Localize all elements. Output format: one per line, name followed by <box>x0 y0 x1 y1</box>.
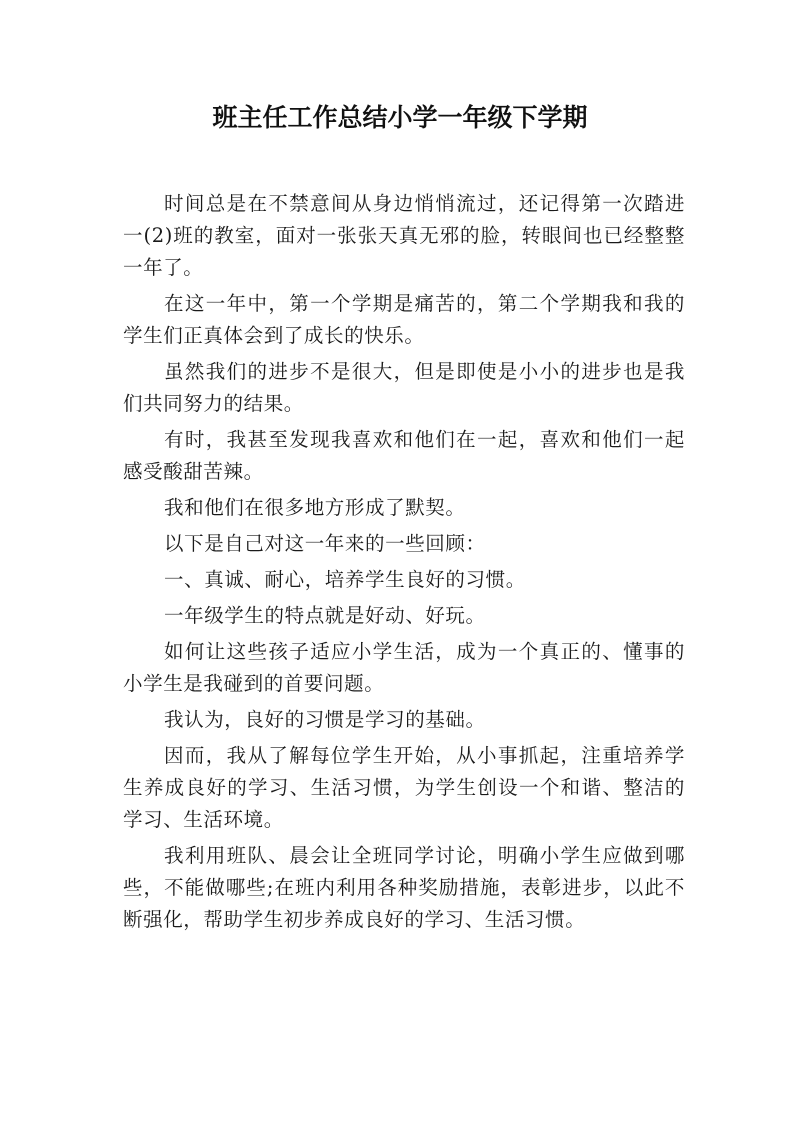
paragraph: 有时，我甚至发现我喜欢和他们在一起，喜欢和他们一起感受酸甜苦辣。 <box>123 428 685 483</box>
document-body <box>123 188 685 940</box>
paragraph: 以下是自己对这一年来的一些回顾： <box>164 532 486 555</box>
paragraph: 我和他们在很多地方形成了默契。 <box>164 496 466 519</box>
paragraph: 在这一年中，第一个学期是痛苦的，第二个学期我和我的学生们正真体会到了成长的快乐。 <box>123 292 685 347</box>
document-title: 班主任工作总结小学一年级下学期 <box>212 103 588 132</box>
paragraph: 一年级学生的特点就是好动、好玩。 <box>164 604 486 627</box>
section-heading: 一、真诚、耐心，培养学生良好的习惯。 <box>164 568 526 591</box>
paragraph: 我认为，良好的习惯是学习的基础。 <box>164 708 486 731</box>
paragraph: 虽然我们的进步不是很大，但是即使是小小的进步也是我们共同努力的结果。 <box>123 360 685 415</box>
paragraph: 我利用班队、晨会让全班同学讨论，明确小学生应做到哪些，不能做哪些;在班内利用各种奖励措施，表彰进步，以此不断强化，帮助学生初步养成良好的学习、生活习惯。 <box>123 844 685 931</box>
paragraph: 如何让这些孩子适应小学生活，成为一个真正的、懂事的小学生是我碰到的首要问题。 <box>123 640 685 695</box>
paragraph: 因而，我从了解每位学生开始，从小事抓起，注重培养学生养成良好的学习、生活习惯，为学生创设一个和谐、整洁的学习、生活环境。 <box>123 744 685 831</box>
paragraph: 时间总是在不禁意间从身边悄悄流过，还记得第一次踏进一(2)班的教室，面对一张张天真无邪的脸，转眼间也已经整整一年了。 <box>123 192 685 279</box>
